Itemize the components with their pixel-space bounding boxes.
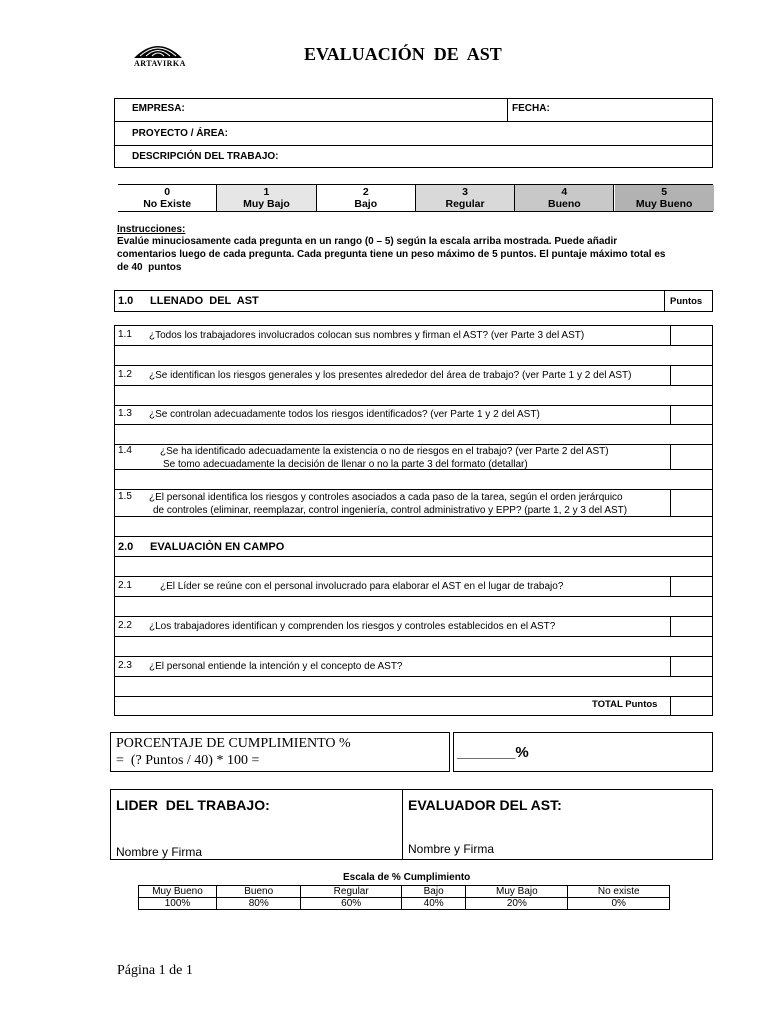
instructions-heading: Instrucciones:	[117, 224, 186, 235]
section2-number: 2.0	[118, 541, 134, 553]
compliance-scale-table	[138, 885, 670, 910]
question-number: 1.4	[118, 445, 132, 456]
empresa-field[interactable]: EMPRESA:	[132, 103, 185, 114]
instructions-line3: de 40 puntos	[117, 262, 182, 273]
points-input[interactable]	[671, 366, 712, 384]
question-number: 2.3	[118, 660, 132, 671]
scale-header-cell: Regular	[301, 886, 402, 898]
question-text: ¿El Líder se reúne con el personal involucrado para elaborar el AST en el lugar de trabajo?	[160, 581, 564, 592]
section1-number: 1.0	[118, 295, 134, 307]
scale-level-0: 0 No Existe	[118, 185, 217, 211]
points-input[interactable]	[671, 657, 712, 675]
percentage-formula: = (? Puntos / 40) * 100 =	[116, 753, 260, 768]
points-input[interactable]	[671, 488, 712, 506]
scale-value-cell: 0%	[568, 898, 670, 910]
points-input[interactable]	[671, 617, 712, 635]
points-input[interactable]	[671, 326, 712, 344]
question-number: 2.1	[118, 580, 132, 591]
question-number: 1.3	[118, 408, 132, 419]
section1-title: LLENADO DEL AST	[150, 295, 259, 307]
points-input[interactable]	[671, 442, 712, 460]
proyecto-field[interactable]: PROYECTO / ÁREA:	[132, 128, 228, 139]
question-text: ¿El personal identifica los riesgos y controles asociados a cada paso de la tarea, según el orden jerárquico	[149, 492, 623, 503]
evaluator-title: EVALUADOR DEL AST:	[408, 797, 562, 813]
company-logo	[130, 36, 186, 72]
total-points-input[interactable]	[670, 696, 712, 715]
scale-header-cell: No existe	[568, 886, 670, 898]
scale-header-cell: Bueno	[217, 886, 301, 898]
question-text: ¿Todos los trabajadores involucrados colocan sus nombres y firman el AST? (ver Parte 3 del AST)	[149, 330, 585, 341]
scale-level-2: 2 Bajo	[317, 185, 416, 211]
compliance-scale-title: Escala de % Cumplimiento	[343, 872, 471, 883]
scale-value-cell: 100%	[139, 898, 217, 910]
scale-value-cell: 80%	[217, 898, 301, 910]
descripcion-field[interactable]: DESCRIPCIÓN DEL TRABAJO:	[132, 151, 279, 162]
question-number: 1.5	[118, 491, 132, 502]
scale-level-3: 3 Regular	[416, 185, 515, 211]
scale-header-cell: Muy Bajo	[466, 886, 568, 898]
scale-header-cell: Muy Bueno	[139, 886, 217, 898]
scale-level-5: 5 Muy Bueno	[615, 185, 714, 211]
total-points-label: TOTAL Puntos	[592, 699, 658, 710]
scale-value-cell: 20%	[466, 898, 568, 910]
questions-table	[114, 325, 713, 716]
question-text-cont: de controles (eliminar, reemplazar, control ingeniería, control administrativo y EPP? (parte 1, 2 y 3 del AST)	[153, 505, 628, 516]
scale-level-4: 4 Bueno	[515, 185, 614, 211]
logo-text: ARTAVIRKA	[134, 59, 186, 68]
evaluator-signature-field[interactable]: Nombre y Firma	[408, 842, 495, 856]
question-text: ¿Los trabajadores identifican y comprenden los riesgos y controles establecidos en el AST?	[149, 621, 556, 632]
scale-header-cell: Bajo	[401, 886, 465, 898]
percentage-result-input[interactable]: _______%	[457, 744, 529, 761]
question-number: 2.2	[118, 620, 132, 631]
question-text-cont: Se tomo adecuadamente la decisión de llenar o no la parte 3 del formato (detallar)	[163, 459, 528, 470]
instructions-line1: Evalúe minuciosamente cada pregunta en un rango (0 – 5) según la escala arriba mostrada. Puede añadir	[117, 236, 618, 247]
question-text: ¿Se identifican los riesgos generales y los presentes alrededor del área de trabajo? (ver Parte 1 y 2 del AST)	[149, 370, 632, 381]
question-text: ¿Se controlan adecuadamente todos los riesgos identificados? (ver Parte 1 y 2 del AST)	[149, 409, 540, 420]
page-title: EVALUACIÓN DE AST	[304, 44, 502, 64]
points-input[interactable]	[671, 577, 712, 595]
question-text: ¿El personal entiende la intención y el concepto de AST?	[149, 661, 403, 672]
scale-value-cell: 40%	[401, 898, 465, 910]
percentage-label: PORCENTAJE DE CUMPLIMIENTO %	[116, 736, 351, 751]
leader-signature-field[interactable]: Nombre y Firma	[116, 845, 203, 859]
question-number: 1.2	[118, 369, 132, 380]
leader-title: LIDER DEL TRABAJO:	[116, 797, 270, 813]
points-input[interactable]	[671, 405, 712, 423]
question-number: 1.1	[118, 329, 132, 340]
section2-title: EVALUACIÒN EN CAMPO	[150, 541, 285, 553]
fecha-field[interactable]: FECHA:	[512, 103, 550, 114]
scale-level-1: 1 Muy Bajo	[217, 185, 316, 211]
page-number: Página 1 de 1	[117, 963, 193, 978]
instructions-line2: comentarios luego de cada pregunta. Cada pregunta tiene un peso máximo de 5 puntos. El puntaje máximo total es	[117, 249, 666, 260]
scale-value-cell: 60%	[301, 898, 402, 910]
points-column-header: Puntos	[670, 296, 703, 307]
question-text: ¿Se ha identificado adecuadamente la existencia o no de riesgos en el trabajo? (ver Parte 2 del AST)	[160, 446, 609, 457]
